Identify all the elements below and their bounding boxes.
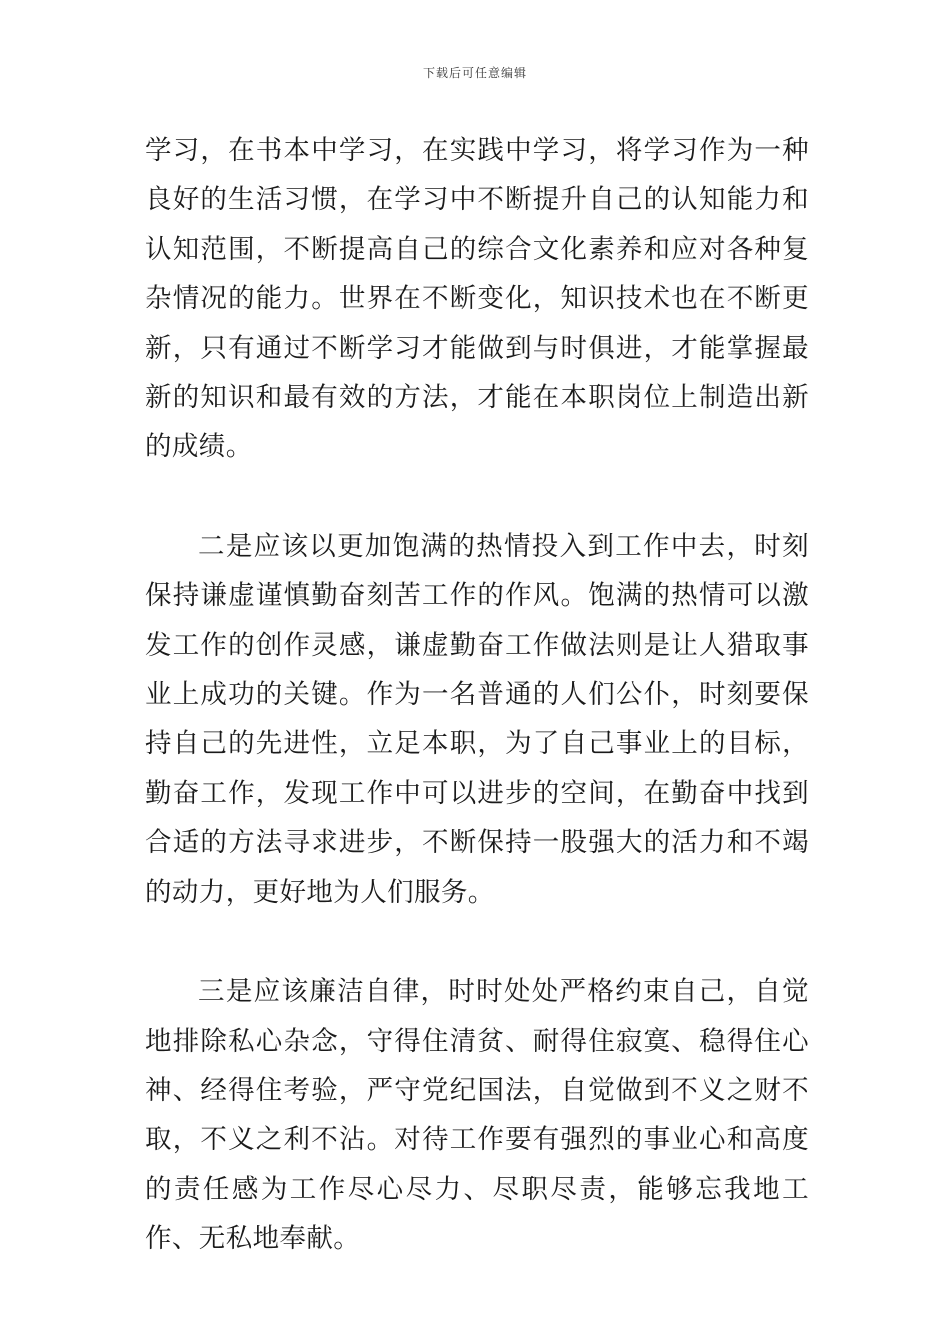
paragraph-1: 学习，在书本中学习，在实践中学习，将学习作为一种良好的生活习惯，在学习中不断提升自己的认知能力和认知范围，不断提高自己的综合文化素养和应对各种复杂情况的能力。世界在不断变化，知识技术也在不断更新，只有通过不断学习才能做到与时俱进，才能掌握最新的知识和最有效的方法，才能在本职岗位上制造出新的成绩。: [145, 135, 809, 463]
paragraph-2: 二是应该以更加饱满的热情投入到工作中去，时刻保持谦虚谨慎勤奋刻苦工作的作风。饱满的热情可以激发工作的创作灵感，谦虚勤奋工作做法则是让人猎取事业上成功的关键。作为一名普通的人们公仆，时刻要保持自己的先进性，立足本职，为了自己事业上的目标，勤奋工作，发现工作中可以进步的空间，在勤奋中找到合适的方法寻求进步，不断保持一股强大的活力和不竭的动力，更好地为人们服务。: [145, 530, 809, 908]
paragraph-3: 三是应该廉洁自律，时时处处严格约束自己，自觉地排除私心杂念，守得住清贫、耐得住寂寞、稳得住心神、经得住考验，严守党纪国法，自觉做到不义之财不取，不义之利不沾。对待工作要有强烈的事业心和高度的责任感为工作尽心尽力、尽职尽责，能够忘我地工作、无私地奉献。: [145, 976, 809, 1255]
document-body: [145, 126, 809, 1264]
paragraph-gap: [145, 472, 809, 522]
paragraph-gap: [145, 917, 809, 967]
page-header: 下载后可任意编辑: [422, 66, 527, 80]
